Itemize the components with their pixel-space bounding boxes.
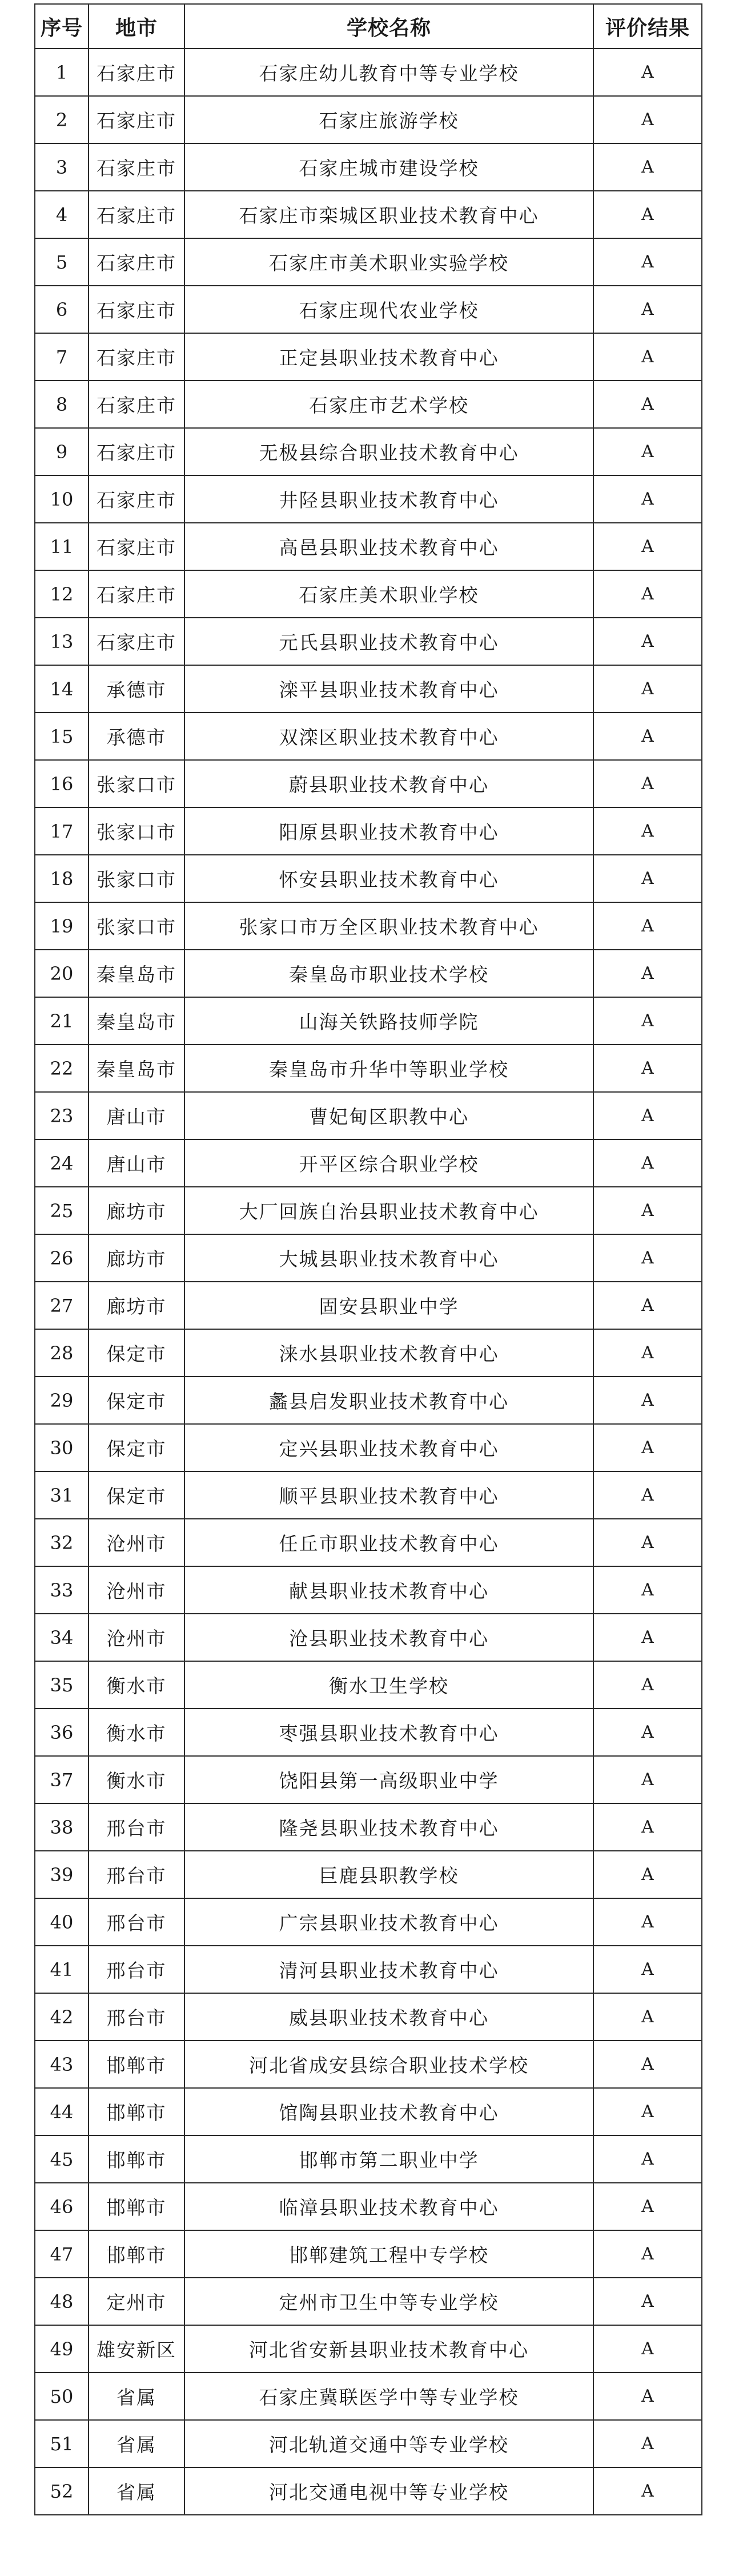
serial-number-cell: 16 [35, 760, 89, 807]
city-cell: 沧州市 [89, 1614, 184, 1661]
evaluation-result-cell: A [593, 1756, 702, 1803]
table-row [35, 49, 702, 96]
evaluation-result-cell: A [593, 191, 702, 238]
evaluation-result-cell: A [593, 286, 702, 333]
serial-number-cell: 17 [35, 807, 89, 855]
table-row [35, 760, 702, 807]
school-name-cell: 张家口市万全区职业技术教育中心 [184, 902, 593, 950]
evaluation-result-cell: A [593, 2325, 702, 2373]
serial-number-cell: 51 [35, 2420, 89, 2467]
evaluation-result-cell: A [593, 96, 702, 143]
school-name-cell: 定州市卫生中等专业学校 [184, 2278, 593, 2325]
table-row [35, 1709, 702, 1756]
school-name-cell: 河北轨道交通中等专业学校 [184, 2420, 593, 2467]
city-cell: 石家庄市 [89, 49, 184, 96]
city-cell: 省属 [89, 2420, 184, 2467]
school-name-cell: 秦皇岛市职业技术学校 [184, 950, 593, 997]
table-row [35, 2467, 702, 2515]
evaluation-result-cell: A [593, 1282, 702, 1329]
city-cell: 石家庄市 [89, 570, 184, 618]
school-name-cell: 蔚县职业技术教育中心 [184, 760, 593, 807]
evaluation-result-cell: A [593, 1519, 702, 1566]
evaluation-result-cell: A [593, 1803, 702, 1851]
serial-number-cell: 19 [35, 902, 89, 950]
school-name-cell: 蠡县启发职业技术教育中心 [184, 1377, 593, 1424]
evaluation-result-cell: A [593, 1139, 702, 1187]
school-name-cell: 河北交通电视中等专业学校 [184, 2467, 593, 2515]
serial-number-cell: 32 [35, 1519, 89, 1566]
serial-number-cell: 23 [35, 1092, 89, 1139]
city-cell: 定州市 [89, 2278, 184, 2325]
school-name-cell: 怀安县职业技术教育中心 [184, 855, 593, 902]
evaluation-result-cell: A [593, 523, 702, 570]
table-row [35, 1851, 702, 1898]
table-row [35, 1803, 702, 1851]
evaluation-result-cell: A [593, 475, 702, 523]
evaluation-result-cell: A [593, 1946, 702, 1993]
evaluation-result-cell: A [593, 2183, 702, 2230]
serial-number-cell: 21 [35, 997, 89, 1045]
serial-number-cell: 43 [35, 2041, 89, 2088]
serial-number-cell: 33 [35, 1566, 89, 1614]
city-cell: 石家庄市 [89, 143, 184, 191]
evaluation-result-cell: A [593, 1898, 702, 1946]
evaluation-result-cell: A [593, 618, 702, 665]
table-row [35, 570, 702, 618]
city-cell: 保定市 [89, 1424, 184, 1471]
evaluation-result-cell: A [593, 2420, 702, 2467]
city-cell: 邢台市 [89, 1898, 184, 1946]
school-name-cell: 顺平县职业技术教育中心 [184, 1471, 593, 1519]
serial-number-cell: 10 [35, 475, 89, 523]
school-name-cell: 献县职业技术教育中心 [184, 1566, 593, 1614]
evaluation-result-cell: A [593, 2467, 702, 2515]
table-row [35, 807, 702, 855]
serial-number-cell: 18 [35, 855, 89, 902]
table-row [35, 855, 702, 902]
table-row [35, 523, 702, 570]
table-row [35, 1471, 702, 1519]
evaluation-result-cell: A [593, 1045, 702, 1092]
serial-number-cell: 5 [35, 238, 89, 286]
table-row [35, 2420, 702, 2467]
city-cell: 邯郸市 [89, 2088, 184, 2135]
city-cell: 石家庄市 [89, 618, 184, 665]
evaluation-result-cell: A [593, 1993, 702, 2041]
table-row [35, 1329, 702, 1377]
city-cell: 邯郸市 [89, 2183, 184, 2230]
school-name-cell: 正定县职业技术教育中心 [184, 333, 593, 381]
evaluation-result-cell: A [593, 2373, 702, 2420]
header-city: 地市 [89, 4, 184, 49]
city-cell: 石家庄市 [89, 333, 184, 381]
city-cell: 邯郸市 [89, 2041, 184, 2088]
evaluation-result-cell: A [593, 855, 702, 902]
city-cell: 邢台市 [89, 1851, 184, 1898]
table-row [35, 713, 702, 760]
table-row [35, 1993, 702, 2041]
serial-number-cell: 7 [35, 333, 89, 381]
city-cell: 唐山市 [89, 1139, 184, 1187]
table-body [35, 49, 702, 2515]
table-row [35, 2041, 702, 2088]
serial-number-cell: 44 [35, 2088, 89, 2135]
table-row [35, 1187, 702, 1234]
school-name-cell: 定兴县职业技术教育中心 [184, 1424, 593, 1471]
serial-number-cell: 2 [35, 96, 89, 143]
city-cell: 石家庄市 [89, 286, 184, 333]
table-row [35, 618, 702, 665]
school-name-cell: 山海关铁路技师学院 [184, 997, 593, 1045]
school-name-cell: 石家庄现代农业学校 [184, 286, 593, 333]
school-name-cell: 井陉县职业技术教育中心 [184, 475, 593, 523]
table-row [35, 1946, 702, 1993]
table-row [35, 2373, 702, 2420]
school-name-cell: 无极县综合职业技术教育中心 [184, 428, 593, 475]
evaluation-result-cell: A [593, 238, 702, 286]
city-cell: 衡水市 [89, 1661, 184, 1709]
table-row [35, 143, 702, 191]
school-name-cell: 广宗县职业技术教育中心 [184, 1898, 593, 1946]
evaluation-result-cell: A [593, 902, 702, 950]
school-name-cell: 固安县职业中学 [184, 1282, 593, 1329]
school-name-cell: 威县职业技术教育中心 [184, 1993, 593, 2041]
school-name-cell: 石家庄美术职业学校 [184, 570, 593, 618]
evaluation-result-cell: A [593, 1092, 702, 1139]
school-name-cell: 馆陶县职业技术教育中心 [184, 2088, 593, 2135]
evaluation-result-cell: A [593, 1566, 702, 1614]
city-cell: 石家庄市 [89, 381, 184, 428]
city-cell: 雄安新区 [89, 2325, 184, 2373]
evaluation-result-cell: A [593, 1851, 702, 1898]
city-cell: 石家庄市 [89, 191, 184, 238]
school-name-cell: 大城县职业技术教育中心 [184, 1234, 593, 1282]
evaluation-result-cell: A [593, 2278, 702, 2325]
evaluation-result-cell: A [593, 1614, 702, 1661]
evaluation-result-cell: A [593, 49, 702, 96]
school-name-cell: 石家庄市美术职业实验学校 [184, 238, 593, 286]
evaluation-result-cell: A [593, 950, 702, 997]
evaluation-result-cell: A [593, 1471, 702, 1519]
table-row [35, 1566, 702, 1614]
school-name-cell: 石家庄幼儿教育中等专业学校 [184, 49, 593, 96]
evaluation-result-cell: A [593, 997, 702, 1045]
table-row [35, 2183, 702, 2230]
evaluation-result-cell: A [593, 428, 702, 475]
school-name-cell: 大厂回族自治县职业技术教育中心 [184, 1187, 593, 1234]
table-row [35, 997, 702, 1045]
city-cell: 唐山市 [89, 1092, 184, 1139]
serial-number-cell: 30 [35, 1424, 89, 1471]
city-cell: 廊坊市 [89, 1282, 184, 1329]
city-cell: 张家口市 [89, 807, 184, 855]
evaluation-result-cell: A [593, 1187, 702, 1234]
evaluation-result-cell: A [593, 1661, 702, 1709]
serial-number-cell: 25 [35, 1187, 89, 1234]
city-cell: 廊坊市 [89, 1187, 184, 1234]
table-row [35, 902, 702, 950]
evaluation-result-cell: A [593, 807, 702, 855]
city-cell: 沧州市 [89, 1519, 184, 1566]
school-name-cell: 清河县职业技术教育中心 [184, 1946, 593, 1993]
city-cell: 保定市 [89, 1329, 184, 1377]
evaluation-result-cell: A [593, 665, 702, 713]
serial-number-cell: 34 [35, 1614, 89, 1661]
serial-number-cell: 3 [35, 143, 89, 191]
serial-number-cell: 20 [35, 950, 89, 997]
school-name-cell: 邯郸建筑工程中专学校 [184, 2230, 593, 2278]
school-name-cell: 邯郸市第二职业中学 [184, 2135, 593, 2183]
table-row [35, 2088, 702, 2135]
serial-number-cell: 37 [35, 1756, 89, 1803]
table-row [35, 1234, 702, 1282]
city-cell: 省属 [89, 2373, 184, 2420]
city-cell: 石家庄市 [89, 523, 184, 570]
city-cell: 保定市 [89, 1471, 184, 1519]
serial-number-cell: 14 [35, 665, 89, 713]
serial-number-cell: 41 [35, 1946, 89, 1993]
table-row [35, 1614, 702, 1661]
evaluation-result-cell: A [593, 143, 702, 191]
school-name-cell: 枣强县职业技术教育中心 [184, 1709, 593, 1756]
school-name-cell: 任丘市职业技术教育中心 [184, 1519, 593, 1566]
evaluation-result-cell: A [593, 381, 702, 428]
table-row [35, 96, 702, 143]
table-row [35, 333, 702, 381]
city-cell: 保定市 [89, 1377, 184, 1424]
serial-number-cell: 12 [35, 570, 89, 618]
evaluation-result-cell: A [593, 1329, 702, 1377]
serial-number-cell: 47 [35, 2230, 89, 2278]
serial-number-cell: 13 [35, 618, 89, 665]
serial-number-cell: 36 [35, 1709, 89, 1756]
school-name-cell: 涞水县职业技术教育中心 [184, 1329, 593, 1377]
table-row [35, 238, 702, 286]
serial-number-cell: 52 [35, 2467, 89, 2515]
city-cell: 邯郸市 [89, 2230, 184, 2278]
city-cell: 石家庄市 [89, 428, 184, 475]
header-school-name: 学校名称 [184, 4, 593, 49]
table-row [35, 1898, 702, 1946]
evaluation-result-cell: A [593, 2088, 702, 2135]
city-cell: 邢台市 [89, 1993, 184, 2041]
school-name-cell: 石家庄城市建设学校 [184, 143, 593, 191]
serial-number-cell: 27 [35, 1282, 89, 1329]
table-row [35, 1282, 702, 1329]
serial-number-cell: 48 [35, 2278, 89, 2325]
serial-number-cell: 28 [35, 1329, 89, 1377]
serial-number-cell: 15 [35, 713, 89, 760]
city-cell: 秦皇岛市 [89, 997, 184, 1045]
table-row [35, 191, 702, 238]
serial-number-cell: 22 [35, 1045, 89, 1092]
school-name-cell: 沧县职业技术教育中心 [184, 1614, 593, 1661]
table-header [35, 4, 702, 49]
school-name-cell: 河北省成安县综合职业技术学校 [184, 2041, 593, 2088]
school-name-cell: 隆尧县职业技术教育中心 [184, 1803, 593, 1851]
table-row [35, 665, 702, 713]
serial-number-cell: 6 [35, 286, 89, 333]
school-name-cell: 石家庄旅游学校 [184, 96, 593, 143]
city-cell: 廊坊市 [89, 1234, 184, 1282]
header-serial-number: 序号 [35, 4, 89, 49]
city-cell: 张家口市 [89, 902, 184, 950]
serial-number-cell: 42 [35, 1993, 89, 2041]
school-name-cell: 曹妃甸区职教中心 [184, 1092, 593, 1139]
serial-number-cell: 40 [35, 1898, 89, 1946]
school-name-cell: 衡水卫生学校 [184, 1661, 593, 1709]
table-row [35, 475, 702, 523]
evaluation-result-cell: A [593, 1424, 702, 1471]
city-cell: 邯郸市 [89, 2135, 184, 2183]
school-name-cell: 元氏县职业技术教育中心 [184, 618, 593, 665]
table-row [35, 1519, 702, 1566]
table-row [35, 2230, 702, 2278]
evaluation-result-cell: A [593, 2041, 702, 2088]
school-name-cell: 临漳县职业技术教育中心 [184, 2183, 593, 2230]
city-cell: 秦皇岛市 [89, 1045, 184, 1092]
table-row [35, 950, 702, 997]
table-row [35, 1756, 702, 1803]
table-row [35, 428, 702, 475]
city-cell: 邢台市 [89, 1803, 184, 1851]
city-cell: 沧州市 [89, 1566, 184, 1614]
table-row [35, 2325, 702, 2373]
evaluation-result-cell: A [593, 2135, 702, 2183]
school-name-cell: 阳原县职业技术教育中心 [184, 807, 593, 855]
serial-number-cell: 1 [35, 49, 89, 96]
school-name-cell: 滦平县职业技术教育中心 [184, 665, 593, 713]
serial-number-cell: 46 [35, 2183, 89, 2230]
evaluation-result-cell: A [593, 1709, 702, 1756]
evaluation-result-cell: A [593, 1234, 702, 1282]
evaluation-result-cell: A [593, 760, 702, 807]
table-row [35, 1424, 702, 1471]
city-cell: 承德市 [89, 665, 184, 713]
evaluation-result-cell: A [593, 713, 702, 760]
city-cell: 承德市 [89, 713, 184, 760]
city-cell: 石家庄市 [89, 238, 184, 286]
serial-number-cell: 45 [35, 2135, 89, 2183]
table-row [35, 1377, 702, 1424]
table-row [35, 1045, 702, 1092]
serial-number-cell: 11 [35, 523, 89, 570]
serial-number-cell: 38 [35, 1803, 89, 1851]
school-name-cell: 河北省安新县职业技术教育中心 [184, 2325, 593, 2373]
evaluation-results-sheet [34, 3, 701, 2515]
serial-number-cell: 4 [35, 191, 89, 238]
city-cell: 衡水市 [89, 1756, 184, 1803]
evaluation-result-cell: A [593, 570, 702, 618]
school-evaluation-table [34, 3, 702, 2515]
serial-number-cell: 35 [35, 1661, 89, 1709]
table-row [35, 381, 702, 428]
table-row [35, 1092, 702, 1139]
school-name-cell: 秦皇岛市升华中等职业学校 [184, 1045, 593, 1092]
table-row [35, 1139, 702, 1187]
serial-number-cell: 31 [35, 1471, 89, 1519]
evaluation-result-cell: A [593, 1377, 702, 1424]
serial-number-cell: 24 [35, 1139, 89, 1187]
serial-number-cell: 50 [35, 2373, 89, 2420]
school-name-cell: 巨鹿县职教学校 [184, 1851, 593, 1898]
city-cell: 邢台市 [89, 1946, 184, 1993]
school-name-cell: 高邑县职业技术教育中心 [184, 523, 593, 570]
header-row [35, 4, 702, 49]
serial-number-cell: 26 [35, 1234, 89, 1282]
city-cell: 秦皇岛市 [89, 950, 184, 997]
header-evaluation-result: 评价结果 [593, 4, 702, 49]
serial-number-cell: 29 [35, 1377, 89, 1424]
city-cell: 石家庄市 [89, 96, 184, 143]
table-row [35, 2278, 702, 2325]
table-row [35, 1661, 702, 1709]
table-row [35, 2135, 702, 2183]
evaluation-result-cell: A [593, 333, 702, 381]
city-cell: 张家口市 [89, 760, 184, 807]
school-name-cell: 石家庄冀联医学中等专业学校 [184, 2373, 593, 2420]
city-cell: 石家庄市 [89, 475, 184, 523]
school-name-cell: 双滦区职业技术教育中心 [184, 713, 593, 760]
school-name-cell: 饶阳县第一高级职业中学 [184, 1756, 593, 1803]
school-name-cell: 开平区综合职业学校 [184, 1139, 593, 1187]
serial-number-cell: 8 [35, 381, 89, 428]
serial-number-cell: 39 [35, 1851, 89, 1898]
serial-number-cell: 9 [35, 428, 89, 475]
evaluation-result-cell: A [593, 2230, 702, 2278]
table-row [35, 286, 702, 333]
serial-number-cell: 49 [35, 2325, 89, 2373]
school-name-cell: 石家庄市栾城区职业技术教育中心 [184, 191, 593, 238]
school-name-cell: 石家庄市艺术学校 [184, 381, 593, 428]
city-cell: 张家口市 [89, 855, 184, 902]
city-cell: 省属 [89, 2467, 184, 2515]
city-cell: 衡水市 [89, 1709, 184, 1756]
